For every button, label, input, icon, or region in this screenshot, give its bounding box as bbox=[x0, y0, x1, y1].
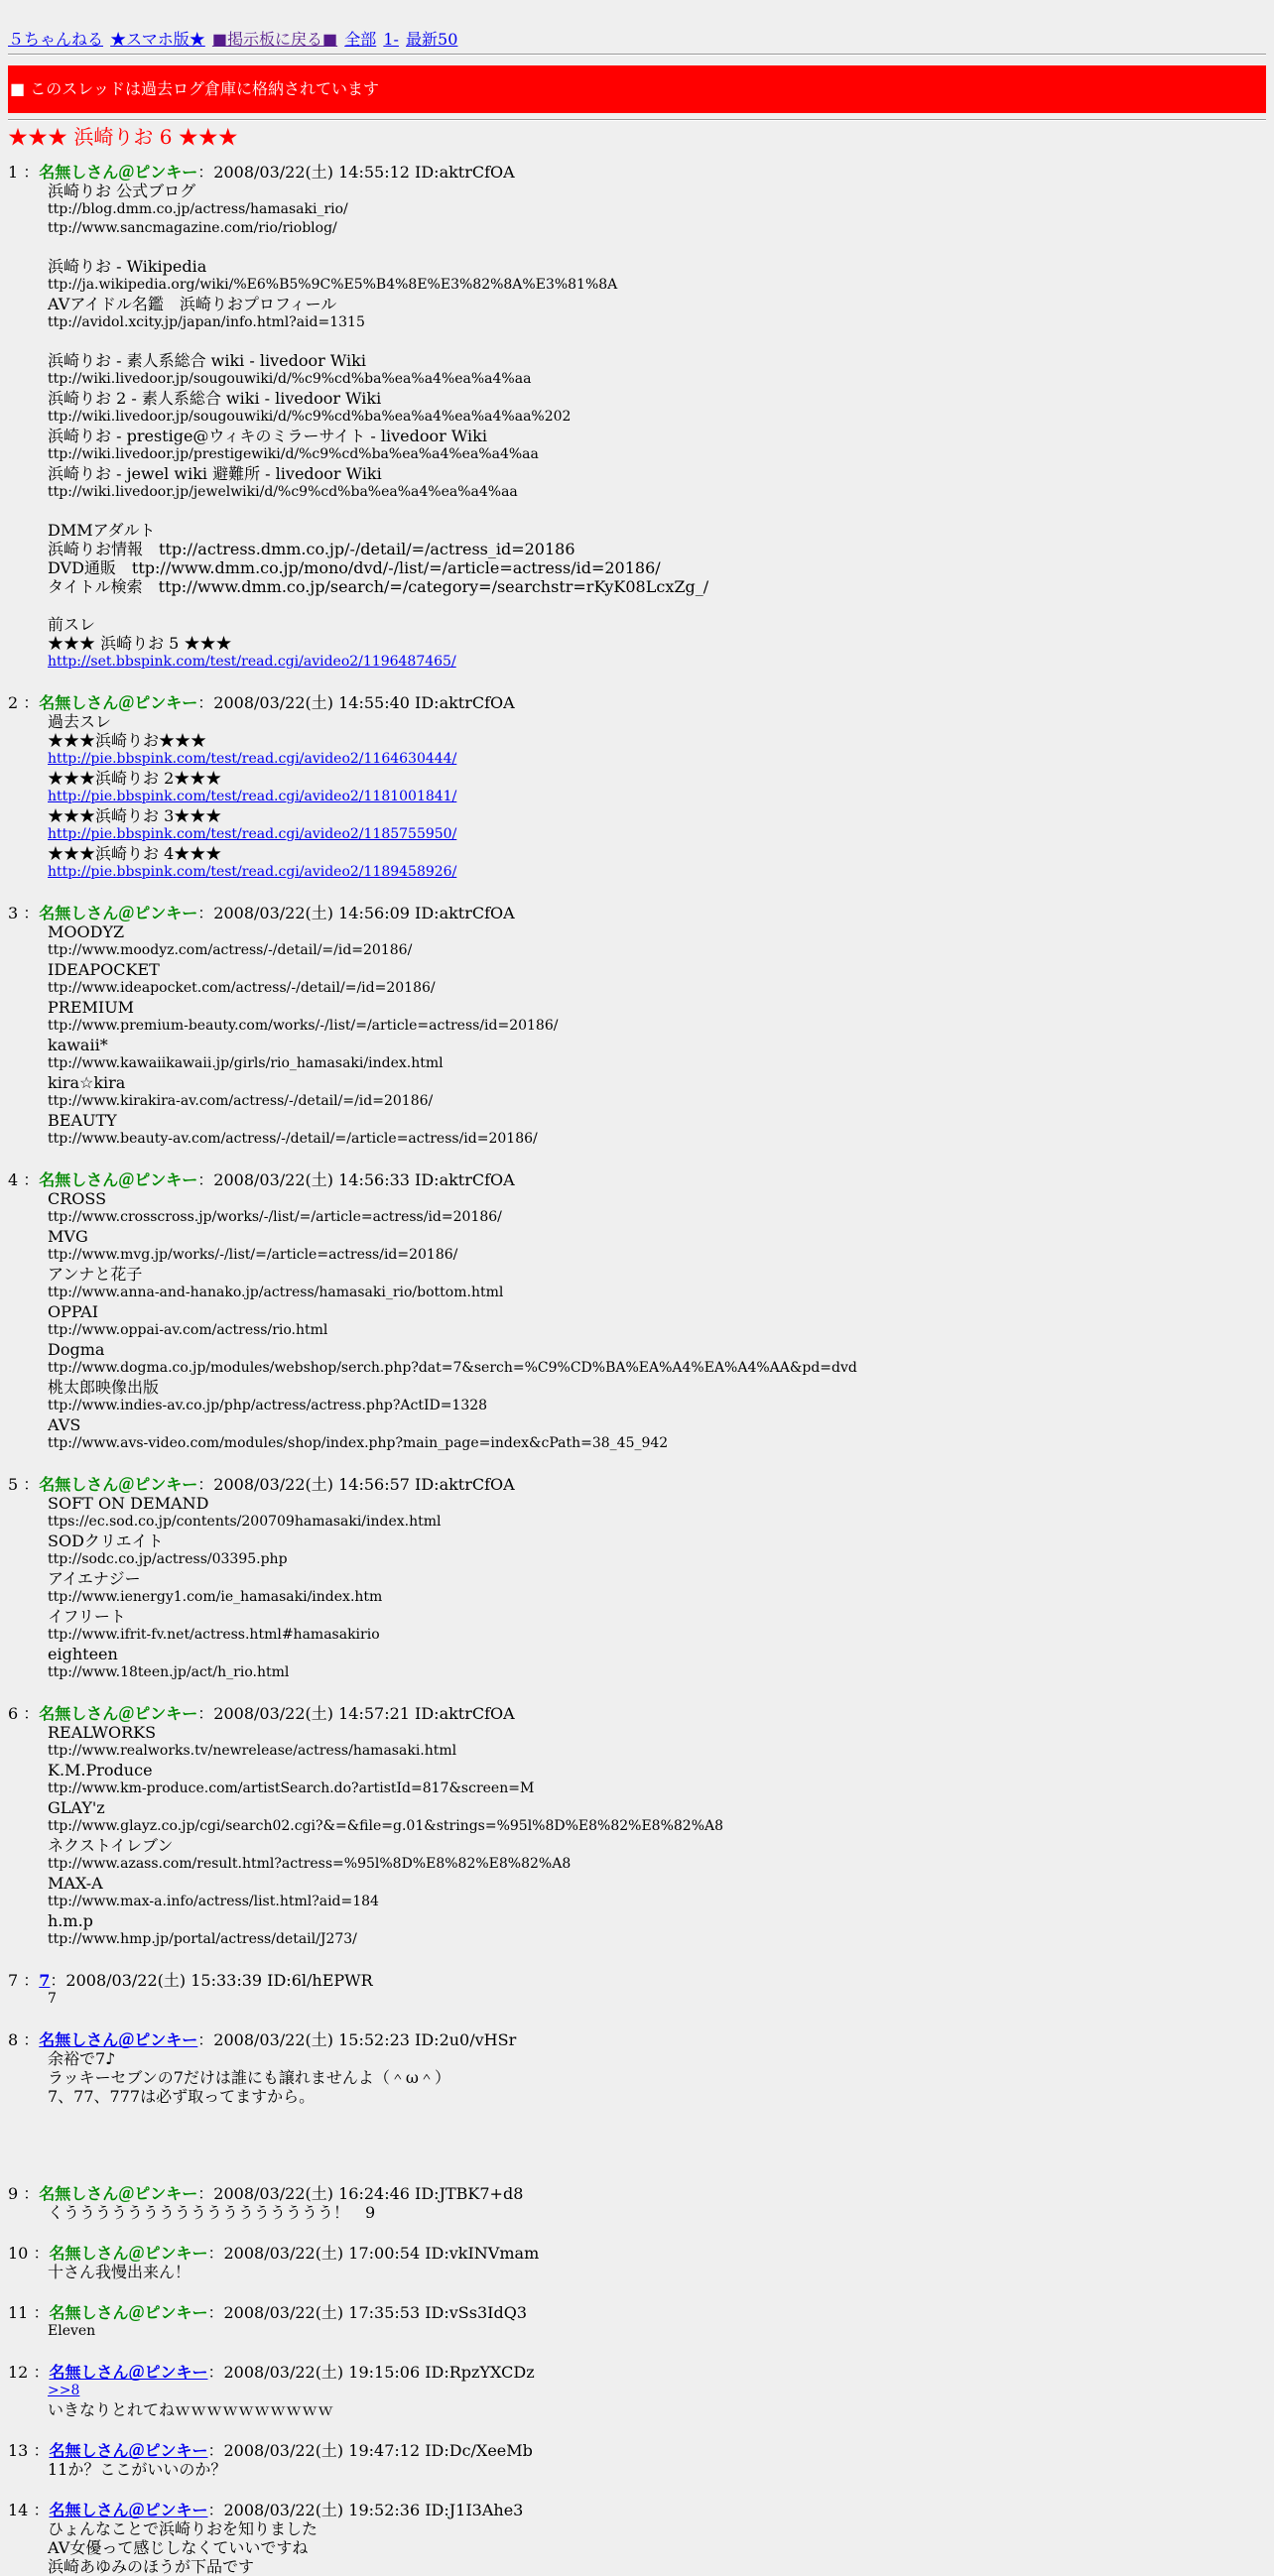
post-line bbox=[48, 941, 1266, 960]
post-line bbox=[48, 1626, 1266, 1645]
post-line bbox=[48, 1990, 1266, 2009]
post-number: 13 bbox=[8, 2441, 29, 2460]
post-line bbox=[48, 445, 1266, 464]
post-text: ttp://www.18teen.jp/act/h_rio.html bbox=[48, 1664, 290, 1680]
post-body bbox=[48, 2519, 1266, 2576]
post-body bbox=[48, 1723, 1266, 1949]
post-text: DVD通販 ttp://www.dmm.co.jp/mono/dvd/-/list/=/article=actress/id=20186/ bbox=[48, 558, 661, 577]
post-line bbox=[48, 1855, 1266, 1874]
post-text: ttp://www.oppai-av.com/actress/rio.html bbox=[48, 1322, 328, 1338]
post-number: 2 bbox=[8, 693, 19, 712]
post-line bbox=[48, 295, 1266, 313]
post-text: ttps://ec.sod.co.jp/contents/200709hamasaki/index.html bbox=[48, 1514, 442, 1530]
post-line bbox=[48, 1779, 1266, 1798]
post-text: ttp://www.beauty-av.com/actress/-/detail/=/article=actress/id=20186/ bbox=[48, 1131, 538, 1147]
poster-name: 名無しさん＠ピンキー bbox=[39, 693, 198, 712]
post-line bbox=[48, 788, 1266, 806]
post-text: ttp://www.ifrit-fv.net/actress.html#hamasakirio bbox=[48, 1627, 380, 1643]
post-line bbox=[48, 653, 1266, 672]
post-text: ttp://sodc.co.jp/actress/03395.php bbox=[48, 1551, 288, 1567]
nav-link-all[interactable]: 全部 bbox=[344, 30, 377, 49]
post bbox=[8, 2363, 1266, 2419]
post-text: ttp://www.kirakira-av.com/actress/-/detail/=/id=20186/ bbox=[48, 1093, 434, 1109]
post-text: ttp://www.max-a.info/actress/list.html?aid=184 bbox=[48, 1894, 379, 1909]
post-line bbox=[48, 2557, 1266, 2576]
post-line bbox=[48, 2400, 1266, 2419]
post-number: 3 bbox=[8, 904, 19, 922]
post-line bbox=[48, 1265, 1266, 1284]
post-line bbox=[48, 2106, 1266, 2125]
post-meta: ：2008/03/22(土) 19:52:36 ID:J1I3Ahe3 bbox=[207, 2501, 524, 2519]
post-meta: ：2008/03/22(土) 14:56:33 ID:aktrCfOA bbox=[197, 1170, 515, 1189]
post bbox=[8, 693, 1266, 882]
post-header: 10 ：名無しさん＠ピンキー：2008/03/22(土) 17:00:54 ID:vkINVmam bbox=[8, 2244, 540, 2263]
post-text: 11か？ここがいいのか？ bbox=[48, 2460, 227, 2479]
post-line bbox=[48, 1607, 1266, 1626]
post-line bbox=[48, 2125, 1266, 2144]
post-line bbox=[48, 1742, 1266, 1761]
post-line bbox=[48, 615, 1266, 634]
post-link[interactable]: http://set.bbspink.com/test/read.cgi/avideo2/1196487465/ bbox=[48, 654, 456, 670]
post bbox=[8, 2244, 1266, 2281]
post-line bbox=[48, 276, 1266, 295]
post bbox=[8, 904, 1266, 1149]
post-text: ttp://www.hmp.jp/portal/actress/detail/J273/ bbox=[48, 1931, 357, 1947]
poster-name: 名無しさん＠ピンキー bbox=[39, 904, 198, 922]
post-line bbox=[48, 806, 1266, 825]
post-text: ttp://wiki.livedoor.jp/sougouwiki/d/%c9%cd%ba%ea%a4%ea%a4%aa%202 bbox=[48, 409, 572, 425]
post-line bbox=[48, 1434, 1266, 1453]
post bbox=[8, 2184, 1266, 2222]
post-text: ttp://www.azass.com/result.html?actress=%95l%8D%E8%82%E8%82%A8 bbox=[48, 1856, 572, 1872]
post-line bbox=[48, 1663, 1266, 1682]
post-number: 4 bbox=[8, 1170, 19, 1189]
post-text: 7 bbox=[48, 1991, 57, 2007]
post-text: ttp://www.mvg.jp/works/-/list/=/article=actress/id=20186/ bbox=[48, 1247, 458, 1263]
post-number: 10 bbox=[8, 2244, 29, 2263]
post-line bbox=[48, 2263, 1266, 2281]
post-text: ttp://www.km-produce.com/artistSearch.do?artistId=817&screen=M bbox=[48, 1780, 535, 1796]
nav-link-back-to-board[interactable]: ■掲示板に戻る■ bbox=[211, 30, 338, 49]
poster-name[interactable]: 名無しさん＠ピンキー bbox=[39, 2030, 198, 2049]
post-line bbox=[48, 370, 1266, 389]
poster-name: 名無しさん＠ピンキー bbox=[39, 163, 198, 182]
post-header: 12 ：名無しさん＠ピンキー：2008/03/22(土) 19:15:06 ID:RpzYXCDz bbox=[8, 2363, 535, 2382]
post-text: ttp://wiki.livedoor.jp/prestigewiki/d/%c9%cd%ba%ea%a4%ea%a4%aa bbox=[48, 446, 539, 462]
post-header: 5 ：名無しさん＠ピンキー：2008/03/22(土) 14:56:57 ID:aktrCfOA bbox=[8, 1475, 515, 1494]
post-line bbox=[48, 1111, 1266, 1130]
post-text: 十さん我慢出来ん！ bbox=[48, 2263, 191, 2281]
post-text: ttp://www.indies-av.co.jp/php/actress/actress.php?ActID=1328 bbox=[48, 1398, 488, 1413]
post-text: 桃太郎映像出版 bbox=[48, 1378, 160, 1397]
post-text: MVG bbox=[48, 1227, 88, 1246]
post-text: ttp://www.ideapocket.com/actress/-/detail/=/id=20186/ bbox=[48, 980, 436, 996]
post bbox=[8, 2030, 1266, 2162]
post-text: 過去スレ bbox=[48, 712, 112, 731]
post-text: ttp://www.sancmagazine.com/rio/rioblog/ bbox=[48, 220, 337, 236]
post-text: h.m.p bbox=[48, 1911, 93, 1930]
post-text: ★★★浜崎りお 3★★★ bbox=[48, 806, 222, 825]
nav-link-smartphone[interactable]: ★スマホ版★ bbox=[110, 30, 205, 49]
post-link[interactable]: http://pie.bbspink.com/test/read.cgi/avideo2/1164630444/ bbox=[48, 751, 457, 767]
post-text: CROSS bbox=[48, 1189, 107, 1208]
post-text: 浜崎りお - 素人系総合 wiki - livedoor Wiki bbox=[48, 351, 366, 370]
post-text: くううううううううううううううううう！ 9 bbox=[48, 2203, 376, 2222]
post-line bbox=[48, 1645, 1266, 1663]
post-line bbox=[48, 1569, 1266, 1588]
poster-name: 名無しさん＠ピンキー bbox=[39, 1170, 198, 1189]
post-text: いきなりとれてねｗｗｗｗｗｗｗｗｗｗ bbox=[48, 2400, 334, 2419]
poster-name[interactable]: 7 bbox=[39, 1971, 51, 1990]
post-link[interactable]: >>8 bbox=[48, 2383, 80, 2398]
post-line bbox=[48, 1359, 1266, 1378]
post-line bbox=[48, 2322, 1266, 2341]
top-navigation bbox=[8, 0, 1266, 50]
post-text: 浜崎あゆみのほうが下品です bbox=[48, 2557, 255, 2576]
post-line bbox=[48, 389, 1266, 408]
post-text: ttp://www.glayz.co.jp/cgi/search02.cgi?&=&file=g.01&strings=%95l%8D%E8%82%E8%82%A8 bbox=[48, 1818, 724, 1834]
post-header: 3 ：名無しさん＠ピンキー：2008/03/22(土) 14:56:09 ID:aktrCfOA bbox=[8, 904, 515, 922]
post-meta: ：2008/03/22(土) 14:56:09 ID:aktrCfOA bbox=[197, 904, 515, 922]
post-text: GLAY'z bbox=[48, 1798, 105, 1817]
post-meta: ：2008/03/22(土) 15:33:39 ID:6l/hEPWR bbox=[50, 1971, 373, 1990]
post-text: SODクリエイト bbox=[48, 1532, 164, 1550]
post-text: ttp://www.premium-beauty.com/works/-/list/=/article=actress/id=20186/ bbox=[48, 1018, 559, 1034]
post-line bbox=[48, 1911, 1266, 1930]
post-body bbox=[48, 182, 1266, 672]
post-body bbox=[48, 2203, 1266, 2222]
post-line bbox=[48, 1092, 1266, 1111]
post-link[interactable]: http://pie.bbspink.com/test/read.cgi/avideo2/1185755950/ bbox=[48, 826, 457, 842]
post-meta: ：2008/03/22(土) 19:15:06 ID:RpzYXCDz bbox=[207, 2363, 535, 2382]
post bbox=[8, 163, 1266, 672]
post-text: 余裕で7♪ bbox=[48, 2049, 116, 2068]
post-text: イフリート bbox=[48, 1607, 126, 1626]
post-text: ttp://www.anna-and-hanako.jp/actress/hamasaki_rio/bottom.html bbox=[48, 1285, 504, 1300]
post-line bbox=[48, 825, 1266, 844]
post-body bbox=[48, 2263, 1266, 2281]
post-header: 14 ：名無しさん＠ピンキー：2008/03/22(土) 19:52:36 ID:J1I3Ahe3 bbox=[8, 2501, 524, 2519]
post-text: 浜崎りお - jewel wiki 避難所 - livedoor Wiki bbox=[48, 464, 382, 483]
post-line bbox=[48, 1036, 1266, 1054]
post-header: 2 ：名無しさん＠ピンキー：2008/03/22(土) 14:55:40 ID:aktrCfOA bbox=[8, 693, 515, 712]
post-text: ★★★浜崎りお 4★★★ bbox=[48, 844, 222, 863]
post-text: MOODYZ bbox=[48, 922, 125, 941]
post-body bbox=[48, 2049, 1266, 2162]
post-text: Dogma bbox=[48, 1340, 105, 1359]
post-line bbox=[48, 1054, 1266, 1073]
post bbox=[8, 1971, 1266, 2009]
post-text: 浜崎りお - Wikipedia bbox=[48, 257, 207, 276]
post-line bbox=[48, 1930, 1266, 1949]
post-text: アンナと花子 bbox=[48, 1265, 143, 1284]
post-text: 浜崎りお 公式ブログ bbox=[48, 182, 196, 200]
post-line bbox=[48, 2203, 1266, 2222]
poster-name[interactable]: 名無しさん＠ピンキー bbox=[49, 2501, 208, 2519]
poster-name: 名無しさん＠ピンキー bbox=[39, 1704, 198, 1723]
post-meta: ：2008/03/22(土) 17:00:54 ID:vkINVmam bbox=[207, 2244, 540, 2263]
post-line bbox=[48, 998, 1266, 1017]
post-line bbox=[48, 863, 1266, 882]
post-body bbox=[48, 922, 1266, 1149]
post-body bbox=[48, 1990, 1266, 2009]
post-text: ttp://www.moodyz.com/actress/-/detail/=/id=20186/ bbox=[48, 942, 413, 958]
post-list bbox=[8, 163, 1266, 2576]
post-line bbox=[48, 1836, 1266, 1855]
post-text: 前スレ bbox=[48, 615, 96, 634]
nav-link-from-1[interactable]: 1- bbox=[383, 30, 399, 49]
post bbox=[8, 2441, 1266, 2479]
post-link[interactable]: http://pie.bbspink.com/test/read.cgi/avideo2/1181001841/ bbox=[48, 789, 457, 804]
post-number: 12 bbox=[8, 2363, 29, 2382]
post-line bbox=[48, 1893, 1266, 1911]
poster-name: 名無しさん＠ピンキー bbox=[39, 2184, 198, 2203]
post-number: 5 bbox=[8, 1475, 19, 1494]
post-line bbox=[48, 1130, 1266, 1149]
post-line bbox=[48, 464, 1266, 483]
post-text: SOFT ON DEMAND bbox=[48, 1494, 209, 1513]
post-text: K.M.Produce bbox=[48, 1761, 153, 1779]
post-text: AVS bbox=[48, 1415, 81, 1434]
post-line bbox=[48, 1532, 1266, 1550]
poster-name: 名無しさん＠ピンキー bbox=[49, 2303, 208, 2322]
post bbox=[8, 2303, 1266, 2341]
post-line bbox=[48, 1227, 1266, 1246]
post-line bbox=[48, 1761, 1266, 1779]
divider bbox=[8, 54, 1266, 56]
post-line bbox=[48, 2519, 1266, 2538]
post-link[interactable]: http://pie.bbspink.com/test/read.cgi/avideo2/1189458926/ bbox=[48, 864, 457, 880]
post-number: 14 bbox=[8, 2501, 29, 2519]
post-line bbox=[48, 1397, 1266, 1415]
post-number: 8 bbox=[8, 2030, 19, 2049]
post-body bbox=[48, 2382, 1266, 2419]
post-text: ひょんなことで浜崎りおを知りました bbox=[48, 2519, 318, 2538]
post-header: 11 ：名無しさん＠ピンキー：2008/03/22(土) 17:35:53 ID:vSs3IdQ3 bbox=[8, 2303, 527, 2322]
post-line bbox=[48, 712, 1266, 731]
post-text: DMMアダルト bbox=[48, 521, 156, 540]
post-text: ttp://www.ienergy1.com/ie_hamasaki/index.htm bbox=[48, 1589, 383, 1605]
post-line bbox=[48, 238, 1266, 257]
post-text: アイエナジー bbox=[48, 1569, 141, 1588]
post-line bbox=[48, 750, 1266, 769]
post-line bbox=[48, 2068, 1266, 2087]
post-line bbox=[48, 2049, 1266, 2068]
post-text: ttp://blog.dmm.co.jp/actress/hamasaki_rio/ bbox=[48, 201, 348, 217]
post-header: 7 ：7：2008/03/22(土) 15:33:39 ID:6l/hEPWR bbox=[8, 1971, 373, 1990]
post-body bbox=[48, 2460, 1266, 2479]
post-line bbox=[48, 483, 1266, 502]
post-header: 6 ：名無しさん＠ピンキー：2008/03/22(土) 14:57:21 ID:aktrCfOA bbox=[8, 1704, 515, 1723]
post-meta: ：2008/03/22(土) 17:35:53 ID:vSs3IdQ3 bbox=[207, 2303, 527, 2322]
post-text: ネクストイレブン bbox=[48, 1836, 174, 1855]
post-line bbox=[48, 1321, 1266, 1340]
post-header: 13 ：名無しさん＠ピンキー：2008/03/22(土) 19:47:12 ID:Dc/XeeMb bbox=[8, 2441, 533, 2460]
post-line bbox=[48, 540, 1266, 558]
thread-title: ★★★ 浜崎りお 6 ★★★ bbox=[8, 125, 238, 149]
post-text: ttp://www.kawaiikawaii.jp/girls/rio_hamasaki/index.html bbox=[48, 1055, 444, 1071]
post-header: 8 ：名無しさん＠ピンキー：2008/03/22(土) 15:52:23 ID:2u0/vHSr bbox=[8, 2030, 517, 2049]
post-number: 7 bbox=[8, 1971, 19, 1990]
post-line bbox=[48, 1723, 1266, 1742]
post-line bbox=[48, 257, 1266, 276]
nav-link-latest-50[interactable]: 最新50 bbox=[406, 30, 458, 49]
post-text: BEAUTY bbox=[48, 1111, 117, 1130]
post-text: ラッキーセブンの7だけは誰にも譲れませんよ（＾ω＾） bbox=[48, 2068, 450, 2087]
post-line bbox=[48, 200, 1266, 219]
post-text: eighteen bbox=[48, 1645, 118, 1663]
post-line bbox=[48, 1073, 1266, 1092]
post-line bbox=[48, 1513, 1266, 1532]
post-text: MAX-A bbox=[48, 1874, 103, 1893]
divider bbox=[8, 119, 1266, 121]
post-number: 1 bbox=[8, 163, 19, 182]
post-line bbox=[48, 979, 1266, 998]
post-text: ttp://ja.wikipedia.org/wiki/%E6%B5%9C%E5%B4%8E%E3%82%8A%E3%81%8A bbox=[48, 277, 618, 293]
post-line bbox=[48, 577, 1266, 596]
post-line bbox=[48, 408, 1266, 427]
post-meta: ：2008/03/22(土) 14:55:12 ID:aktrCfOA bbox=[197, 163, 515, 182]
post-header: 4 ：名無しさん＠ピンキー：2008/03/22(土) 14:56:33 ID:aktrCfOA bbox=[8, 1170, 515, 1189]
post-meta: ：2008/03/22(土) 14:56:57 ID:aktrCfOA bbox=[197, 1475, 515, 1494]
nav-link-5ch[interactable]: ５ちゃんねる bbox=[8, 30, 104, 49]
post-text: REALWORKS bbox=[48, 1723, 157, 1742]
post-line bbox=[48, 844, 1266, 863]
post-line bbox=[48, 1189, 1266, 1208]
post-line bbox=[48, 1588, 1266, 1607]
post-line bbox=[48, 332, 1266, 351]
post-text: kira☆kira bbox=[48, 1073, 126, 1092]
post-line bbox=[48, 2382, 1266, 2400]
post-line bbox=[48, 521, 1266, 540]
post bbox=[8, 2501, 1266, 2576]
post-number: 11 bbox=[8, 2303, 29, 2322]
post-text: ttp://www.dogma.co.jp/modules/webshop/serch.php?dat=7&serch=%C9%CD%BA%EA%A4%EA%A4%AA&pd=dvd bbox=[48, 1360, 857, 1376]
poster-name[interactable]: 名無しさん＠ピンキー bbox=[49, 2363, 208, 2382]
post bbox=[8, 1170, 1266, 1453]
post-meta: ：2008/03/22(土) 16:24:46 ID:JTBK7+d8 bbox=[197, 2184, 524, 2203]
post-meta: ：2008/03/22(土) 19:47:12 ID:Dc/XeeMb bbox=[207, 2441, 533, 2460]
post-text: AV女優って感じしなくていいですね bbox=[48, 2538, 309, 2557]
post-line bbox=[48, 1208, 1266, 1227]
post-line bbox=[48, 1494, 1266, 1513]
post-text: 浜崎りお 2 - 素人系総合 wiki - livedoor Wiki bbox=[48, 389, 382, 408]
post-line bbox=[48, 2460, 1266, 2479]
post-line bbox=[48, 351, 1266, 370]
post-header: 1 ：名無しさん＠ピンキー：2008/03/22(土) 14:55:12 ID:aktrCfOA bbox=[8, 163, 515, 182]
post-line bbox=[48, 1246, 1266, 1265]
post-text: OPPAI bbox=[48, 1302, 99, 1321]
post-line bbox=[48, 731, 1266, 750]
post-text: ★★★ 浜崎りお 5 ★★★ bbox=[48, 634, 232, 653]
post-line bbox=[48, 2144, 1266, 2162]
post-body bbox=[48, 712, 1266, 882]
poster-name: 名無しさん＠ピンキー bbox=[49, 2244, 208, 2263]
post-text: PREMIUM bbox=[48, 998, 135, 1017]
post-meta: ：2008/03/22(土) 15:52:23 ID:2u0/vHSr bbox=[197, 2030, 517, 2049]
post bbox=[8, 1704, 1266, 1949]
post-line bbox=[48, 1415, 1266, 1434]
post-line bbox=[48, 182, 1266, 200]
post-text: IDEAPOCKET bbox=[48, 960, 160, 979]
post-text: ★★★浜崎りお 2★★★ bbox=[48, 769, 222, 788]
post-header: 9 ：名無しさん＠ピンキー：2008/03/22(土) 16:24:46 ID:JTBK7+d8 bbox=[8, 2184, 524, 2203]
post-text: ★★★浜崎りお★★★ bbox=[48, 731, 207, 750]
post-text: ttp://www.realworks.tv/newrelease/actress/hamasaki.html bbox=[48, 1743, 457, 1759]
post-text: タイトル検索 ttp://www.dmm.co.jp/search/=/category=/searchstr=rKyK08LcxZg_/ bbox=[48, 577, 709, 596]
post-line bbox=[48, 2538, 1266, 2557]
post-line bbox=[48, 427, 1266, 445]
post-text: ttp://www.crosscross.jp/works/-/list/=/article=actress/id=20186/ bbox=[48, 1209, 502, 1225]
poster-name: 名無しさん＠ピンキー bbox=[39, 1475, 198, 1494]
post-text: Eleven bbox=[48, 2323, 96, 2339]
post-line bbox=[48, 558, 1266, 577]
post-line bbox=[48, 634, 1266, 653]
post-line bbox=[48, 922, 1266, 941]
post-meta: ：2008/03/22(土) 14:57:21 ID:aktrCfOA bbox=[197, 1704, 515, 1723]
post-line bbox=[48, 1302, 1266, 1321]
post-text: ttp://wiki.livedoor.jp/sougouwiki/d/%c9%cd%ba%ea%a4%ea%a4%aa bbox=[48, 371, 532, 387]
post-text: ttp://avidol.xcity.jp/japan/info.html?aid=1315 bbox=[48, 314, 365, 330]
post-line bbox=[48, 769, 1266, 788]
post-text: 7、77、777は必ず取ってますから。 bbox=[48, 2087, 316, 2106]
post-text: ttp://wiki.livedoor.jp/jewelwiki/d/%c9%cd%ba%ea%a4%ea%a4%aa bbox=[48, 484, 518, 500]
post-text: AVアイドル名鑑 浜崎りおプロフィール bbox=[48, 295, 337, 313]
post-line bbox=[48, 1340, 1266, 1359]
post-line bbox=[48, 502, 1266, 521]
post-body bbox=[48, 1189, 1266, 1453]
post-text: 浜崎りお情報 ttp://actress.dmm.co.jp/-/detail/=/actress_id=20186 bbox=[48, 540, 575, 558]
post-line bbox=[48, 1550, 1266, 1569]
post-line bbox=[48, 1017, 1266, 1036]
post-number: 9 bbox=[8, 2184, 19, 2203]
post-line bbox=[48, 1798, 1266, 1817]
post bbox=[8, 1475, 1266, 1682]
post-line bbox=[48, 219, 1266, 238]
post-body bbox=[48, 1494, 1266, 1682]
post-line bbox=[48, 1817, 1266, 1836]
post-number: 6 bbox=[8, 1704, 19, 1723]
post-body bbox=[48, 2322, 1266, 2341]
post-text: ttp://www.avs-video.com/modules/shop/index.php?main_page=index&cPath=38_45_942 bbox=[48, 1435, 669, 1451]
poster-name[interactable]: 名無しさん＠ピンキー bbox=[49, 2441, 208, 2460]
post-line bbox=[48, 596, 1266, 615]
post-line bbox=[48, 960, 1266, 979]
post-text: 浜崎りお - prestige@ウィキのミラーサイト - livedoor Wiki bbox=[48, 427, 487, 445]
post-text: kawaii* bbox=[48, 1036, 108, 1054]
post-line bbox=[48, 1284, 1266, 1302]
post-line bbox=[48, 2087, 1266, 2106]
post-line bbox=[48, 1874, 1266, 1893]
post-line bbox=[48, 313, 1266, 332]
post-line bbox=[48, 1378, 1266, 1397]
post-meta: ：2008/03/22(土) 14:55:40 ID:aktrCfOA bbox=[197, 693, 515, 712]
archived-notice-banner: ■ このスレッドは過去ログ倉庫に格納されています bbox=[8, 65, 1266, 113]
